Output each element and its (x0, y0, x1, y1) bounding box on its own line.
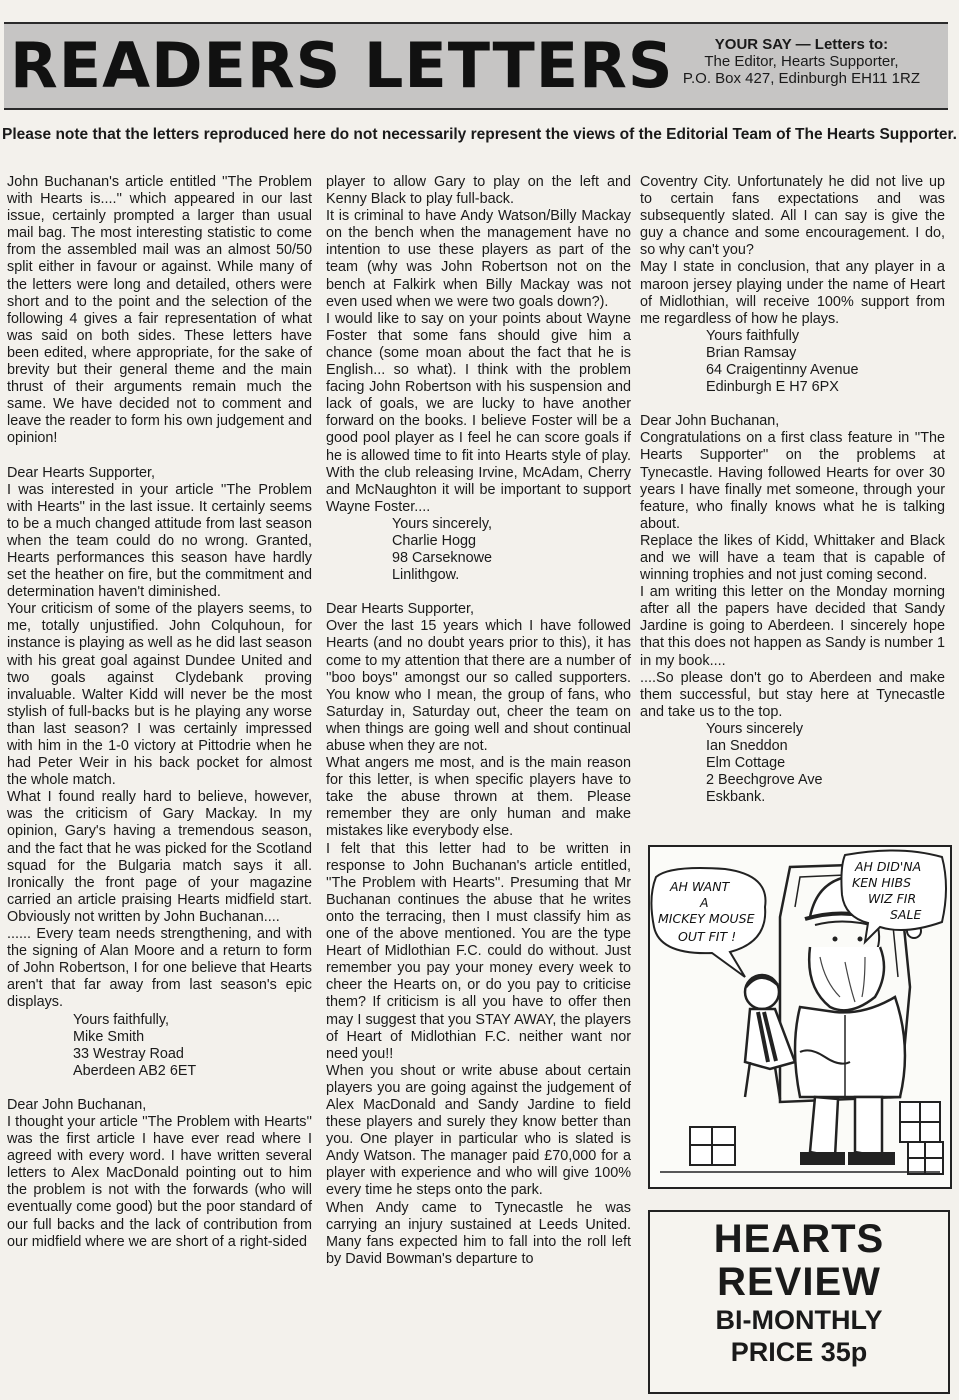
signature-line: Yours sincerely (706, 720, 804, 737)
editorial-notice: Please note that the letters reproduced here do not necessarily represent the views of the Editorial Team of The Hearts Supporter. (2, 126, 957, 143)
letter-paragraph: Congratulations on a first class feature in ''The Hearts Supporter'' on the problems at Tynecastle. Having followed Hearts for over 30 years I have finally met someone, through your feature, who finally knows what he is talking about. (640, 430, 945, 532)
hearts-review-advert (648, 1210, 950, 1394)
letter-paragraph: When you shout or write abuse about certain players you are going against the judgement of Alex MacDonald and Sandy Jardine to field these players and surely they know better than you. One player in particular who is slated is Andy Watson. The manager paid £70,000 for a player with experience and who will give 100% every time he steps onto the park. (326, 1062, 631, 1199)
letter-paragraph: ....So please don't go to Aberdeen and make them successful, but stay here at Tynecastle and take us to the top. (640, 669, 945, 720)
speech-text: OUT FIT ! (678, 929, 737, 944)
santa-illustration (650, 847, 950, 1187)
letter-paragraph: Dear John Buchanan, (7, 1096, 147, 1113)
letter-paragraph: When Andy came to Tynecastle he was carrying an injury sustained at Leeds United. Many fans expected him to fall into the roll left by David Bowman's departure to (326, 1199, 631, 1267)
paragraph-gap (7, 448, 312, 465)
signature-line: 33 Westray Road (73, 1045, 184, 1062)
letter-paragraph: I felt that this letter had to be written in response to John Buchanan's article entitled, ''The Problem with Hearts''. Presuming that Mr Buchanan continues the abuse that he writes onto the terracing, then I must classify him as one of the above mentioned. You are the type Heart of Midlothian F.C. could do without. Just remember you pay your money every week to cheer the Hearts on, or do you pay to criticise them? If criticism is all you have to offer then may I suggest that you STAY AWAY, the players of Heart of Midlothian F.C. neither want nor need you!! (326, 840, 631, 1062)
address-heading: YOUR SAY — Letters to: (714, 36, 889, 53)
signature-line: Charlie Hogg (392, 532, 476, 549)
signature-line: 98 Carseknowe (392, 550, 492, 567)
letter-paragraph: Your criticism of some of the players seems, to me, totally unjustified. John Colquhoun, for instance is playing as well as he did last season with his great goal against Dundee United and two goals against Clydebank proving invaluable. Walter Kidd will never be the most stylish of full-backs but is he playing any worse than last season? I was certainly impressed with him in the 1-0 victory at Pittodrie when he had Peter Weir in his back pocket for almost the whole match. (7, 601, 312, 789)
speech-text: AH WANT (670, 879, 730, 894)
letters-column-1 (7, 174, 312, 1251)
signature-line: Yours faithfully, (73, 1011, 169, 1028)
letter-paragraph: player to allow Gary to play on the left and Kenny Black to play full-back. (326, 174, 631, 208)
advert-line: HEARTS (713, 1217, 885, 1261)
letter-paragraph: I was interested in your article ''The Problem with Hearts'' in the last issue. It certainly seems to be a much changed attitude from last season when the team could do no wrong. Granted, Hearts performances this season have hardly set the heather on fire, but the commitment and determination haven't diminished. (7, 481, 312, 601)
paragraph-gap (326, 584, 631, 601)
letter-paragraph: Dear Hearts Supporter, (7, 464, 155, 481)
signature-line: 64 Craigentinny Avenue (706, 362, 859, 379)
letter-paragraph: May I state in conclusion, that any player in a maroon jersey playing under the name of Heart of Midlothian, will receive 100% support from me regardless of how he plays. (640, 259, 945, 327)
address-line: The Editor, Hearts Supporter, (704, 53, 899, 70)
signature-line: Mike Smith (73, 1028, 145, 1045)
address-line: P.O. Box 427, Edinburgh EH11 1RZ (682, 70, 920, 87)
letter-paragraph: I am writing this letter on the Monday morning after all the papers have decided that Sandy Jardine is going to Aberdeen. I sincerely hope that this does not happen as Sandy is number 1 in my book.... (640, 584, 945, 669)
letter-paragraph: I thought your article ''The Problem with Hearts'' was the first article I have ever read where I agreed with every word. I have written several letters to Alex MacDonald pointing out to him the problem is not with the forwards (who will eventually come good) but the poor standard of our full backs and the lack of contribution from our midfield where we are short of a right-sided (7, 1113, 312, 1250)
signature-line: Ian Sneddon (706, 738, 788, 754)
letter-paragraph: Coventry City. Unfortunately he did not live up to certain fans expectations and was subsequently slated. All I can say is give the guy a chance and some encouragement. I do, so why can't you? (640, 174, 945, 259)
speech-text: SALE (890, 907, 922, 922)
signature-line: Yours faithfully (706, 327, 800, 344)
letter-paragraph: John Buchanan's article entitled ''The Problem with Hearts is....'' which appeared in our last issue, certainly prompted a larger than usual mail bag. The most interesting statistic to come from the assembled mail was an almost 50/50 split either in favour or against. While many of the letters were long and detailed, others were short and to the point and the selection of the following 4 gives a fair representation of what was said on both sides. These letters have been edited, where appropriate, for the sake of brevity but their general theme and the main thrust of their arguments remain much the same. We have decided not to comment and leave the reader to form his own judgement and opinion! (7, 174, 312, 447)
speech-text: KEN HIBS (852, 875, 912, 890)
letter-paragraph: ...... Every team needs strengthening, and with the signing of Alan Moore and a return to form of John Robertson, I for one believe that Hearts aren't that far away from last season's epic displays. (7, 926, 312, 1011)
speech-text: WIZ FIR (868, 891, 917, 906)
speech-text: MICKEY MOUSE (658, 911, 755, 926)
letter-paragraph: Replace the likes of Kidd, Whittaker and Black and we will have a team that is capable of winning trophies and not just coming second. (640, 532, 945, 584)
advert-line: BI-MONTHLY (715, 1305, 883, 1335)
letter-paragraph: Dear John Buchanan, (640, 413, 780, 430)
letter-paragraph: It is criminal to have Andy Watson/Billy Mackay on the bench when the management have no intention to use these players as part of the team (why was John Robertson not on the bench at Falkirk when Billy Mackay was not even used when we were two goals down?). (326, 208, 631, 310)
signature-line: Elm Cottage (706, 755, 786, 772)
masthead (4, 22, 948, 110)
signature-line: Brian Ramsay (706, 344, 797, 361)
advert-price: PRICE 35p (730, 1337, 868, 1367)
letter-paragraph: I would like to say on your points about Wayne Foster that some fans should give him a chance (some moan about the fact that he is English... so what). I think with the problem facing John Robertson with his suspension and lack of goals, we are lucky to have another forward on the books. I believe Foster will be a good pool player as I feel he can score goals if he is allowed time to fit into Hearts style of play. With the club releasing Irvine, McAdam, Cherry and McNaughton it will be important to support Wayne Foster.... (326, 310, 631, 515)
signature-line: Edinburgh E H7 6PX (706, 379, 839, 396)
signature-line: Yours sincerely, (392, 515, 492, 532)
letter-paragraph: What I found really hard to believe, however, was the criticism of Gary Mackay. In my opinion, Gary's having a tremendous season, and the fact that he was picked for the Scotland squad for the Bulgaria match says it all. Ironically the front page of your magazine carried an article praising Hearts midfield start. Obviously not written by John Buchanan.... (7, 789, 312, 925)
signature-line: Eskbank. (706, 789, 766, 806)
santa-cartoon (648, 845, 952, 1189)
signature-line: Linlithgow. (392, 567, 460, 584)
signature-line: 2 Beechgrove Ave (706, 772, 823, 789)
letter-paragraph: What angers me most, and is the main reason for this letter, is when specific players have to take the abuse thrown at them. Please remember they are only human and make mistakes like everybody else. (326, 755, 631, 840)
speech-text: AH DID'NA (855, 859, 922, 874)
page-title: READERS LETTERS (10, 29, 674, 102)
letters-column-2 (326, 174, 631, 1268)
paragraph-gap (7, 1080, 312, 1097)
letters-column-3 (640, 174, 945, 806)
letter-paragraph: Over the last 15 years which I have followed Hearts (and no doubt years prior to this), it has come to my attention that there are a number of ''boo boys'' amongst our so called supporters. You know who I mean, the group of fans, who Saturday in, Saturday out, cheer the team on when things are going well and shout continual abuse when they are not. (326, 618, 631, 754)
letter-paragraph: Dear Hearts Supporter, (326, 601, 474, 618)
speech-text: A (700, 895, 709, 910)
letters-address (683, 36, 920, 87)
signature-line: Aberdeen AB2 6ET (73, 1062, 197, 1079)
paragraph-gap (640, 396, 945, 413)
advert-line: REVIEW (717, 1260, 881, 1304)
